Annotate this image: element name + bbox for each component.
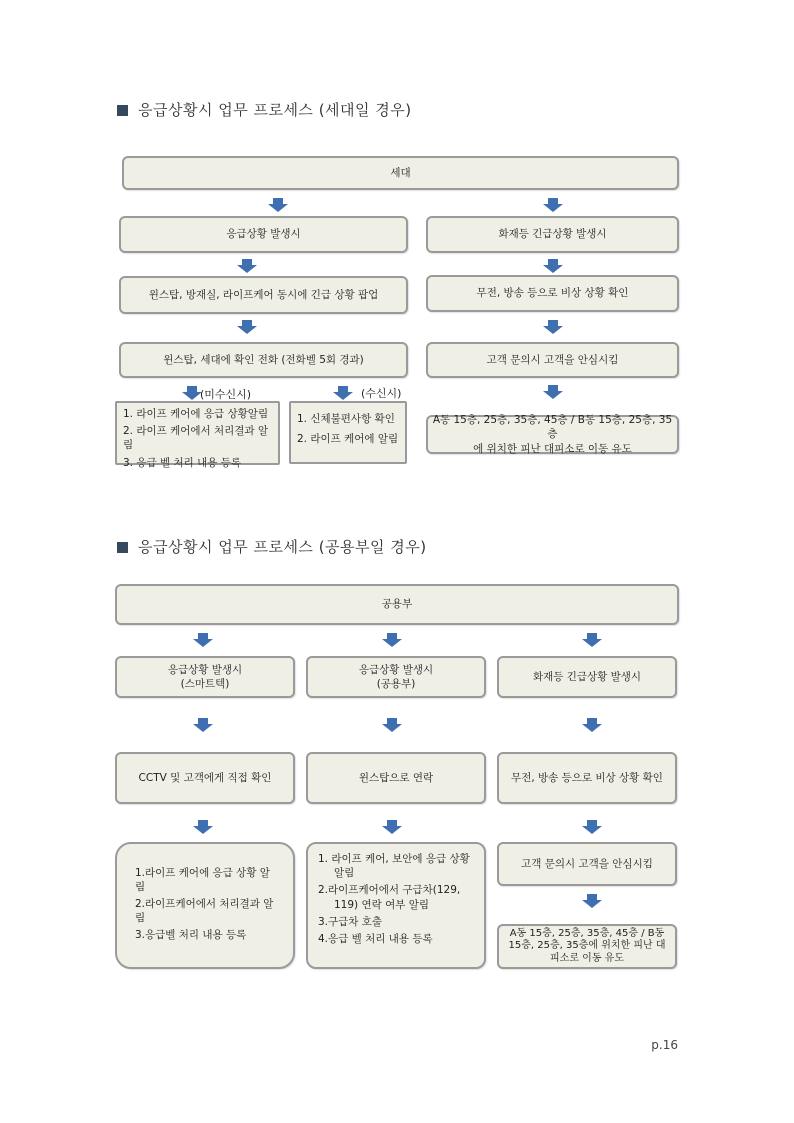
s2-col2-winstop-box: 윈스탑으로 연락 [306,752,486,804]
s1-popup-box: 윈스탑, 방재실, 라이프케어 동시에 긴급 상황 팝업 [119,276,408,314]
heading-square-icon [117,542,128,553]
list-item: 2.라이프케어에서 처리결과 알림 [135,897,274,925]
down-arrow-icon [543,385,563,399]
down-arrow-icon [382,633,402,647]
down-arrow-icon [237,320,257,334]
list-item: 2.라이프케어에서 구급차(129, 119) 연락 여부 알림 [318,884,461,911]
list-item: 2. 라이프 케어에 알림 [297,433,399,446]
list-item: 1. 라이프 케어에 응급 상황알림 [123,408,269,420]
s2-top-common-area-box: 공용부 [115,584,679,625]
section1-heading: 응급상황시 업무 프로세스 (세대일 경우) [117,99,412,120]
unanswered-label: (미수신시) [200,388,252,401]
s2-col3-reassure-box: 고객 문의시 고객을 안심시킴 [497,842,677,886]
s1-reassure-box: 고객 문의시 고객을 안심시킴 [426,342,679,378]
list-item: 4.응급 벨 처리 내용 등록 [318,932,433,945]
s1-emergency-occur-box: 응급상황 발생시 [119,216,408,253]
s2-col1-list [115,842,295,969]
s2-col2-occur-box: 응급상황 발생시 (공용부) [306,656,486,698]
down-arrow-icon [193,718,213,732]
down-arrow-icon [333,386,353,400]
s2-col3-fire-box: 화재등 긴급상황 발생시 [497,656,677,698]
s1-top-household-box: 세대 [122,156,679,190]
down-arrow-icon [543,259,563,273]
heading-square-icon [117,105,128,116]
down-arrow-icon [268,198,288,212]
down-arrow-icon [543,198,563,212]
list-item: 2. 라이프 케어에서 처리결과 알림 [123,425,269,452]
down-arrow-icon [237,259,257,273]
down-arrow-icon [582,633,602,647]
down-arrow-icon [382,820,402,834]
s2-col3-evacuate-box: A동 15층, 25층, 35층, 45층 / B동 15층, 25층, 35층에 위치한 피난 대 피소로 이동 유도 [497,924,677,969]
down-arrow-icon [543,320,563,334]
s2-col1-cctv-box: CCTV 및 고객에게 직접 확인 [115,752,295,804]
list-item: 3.응급벨 처리 내용 등록 [135,929,247,942]
down-arrow-icon [193,820,213,834]
s1-answered-list [289,401,407,464]
s1-radio-broadcast-box: 무전, 방송 등으로 비상 상황 확인 [426,275,679,312]
list-item: 1.라이프 케어에 응급 상황 알림 [135,866,270,893]
down-arrow-icon [582,894,602,908]
section2-heading: 응급상황시 업무 프로세스 (공용부일 경우) [117,536,427,557]
s2-col2-list [306,842,486,969]
answered-label: (수신시) [361,387,402,400]
s1-evacuate-box: A동 15층, 25층, 35층, 45층 / B동 15층, 25층, 35층 에 위치한 피난 대피소로 이동 유도 [426,415,679,454]
s1-confirm-call-box: 윈스탑, 세대에 확인 전화 (전화벨 5회 경과) [119,342,408,378]
s2-col1-occur-box: 응급상황 발생시 (스마트텍) [115,656,295,698]
s1-unanswered-list [115,401,280,469]
down-arrow-icon [193,633,213,647]
s1-fire-occur-box: 화재등 긴급상황 발생시 [426,216,679,253]
list-item: 3.구급차 호출 [318,915,383,928]
down-arrow-icon [582,718,602,732]
list-item: 1. 라이프 케어, 보안에 응급 상황 알림 [318,853,470,880]
list-item: 1. 신체불편사항 확인 [297,413,395,425]
down-arrow-icon [182,386,202,400]
s2-col3-radio-box: 무전, 방송 등으로 비상 상황 확인 [497,752,677,804]
down-arrow-icon [582,820,602,834]
list-item: 3. 응급 벨 처리 내용 등록 [123,456,241,469]
down-arrow-icon [382,718,402,732]
page-number: p.16 [651,1038,678,1052]
